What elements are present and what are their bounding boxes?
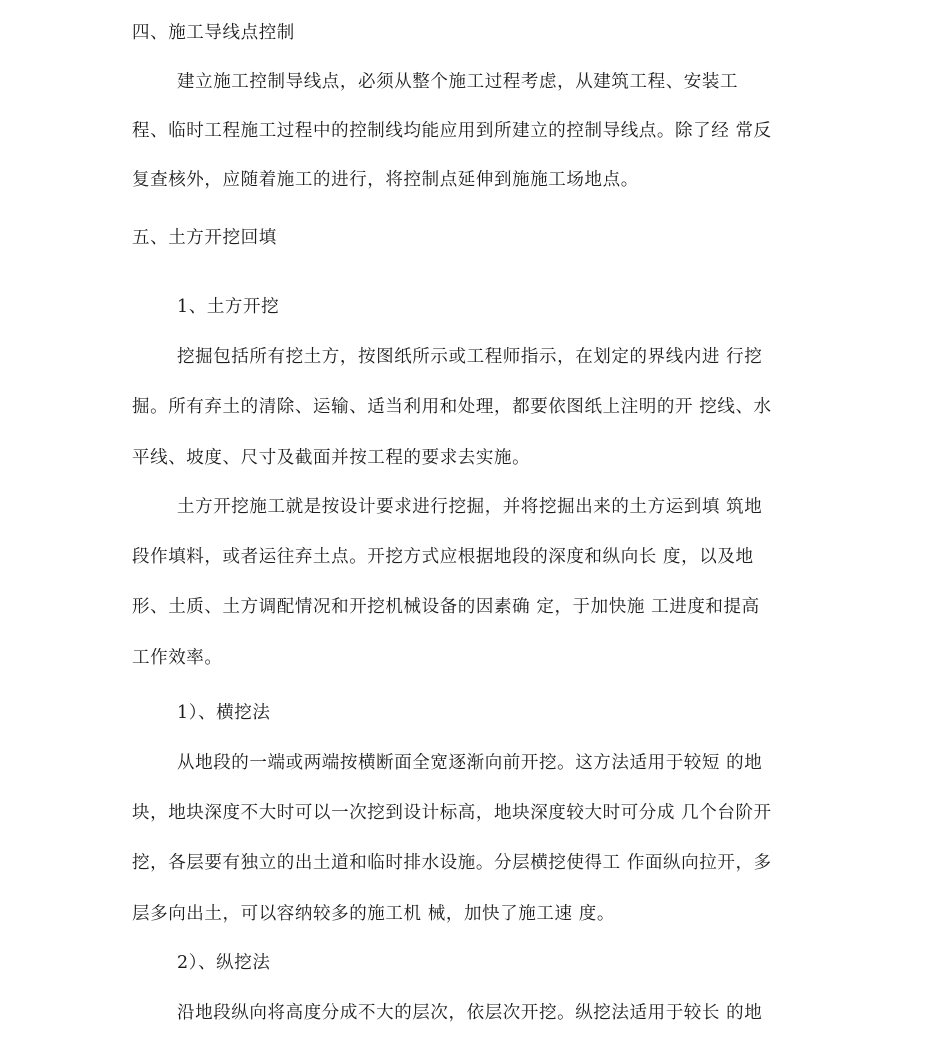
paragraph-1-line: 平线、坡度、尺寸及截面并按工程的要求去实施。	[132, 448, 531, 468]
section-4-heading: 四、施工导线点控制	[132, 23, 295, 43]
paragraph-2-line: 段作填料，或者运往弃土点。开挖方式应根据地段的深度和纵向长 度，以及地	[132, 547, 754, 567]
paragraph-2-line: 土方开挖施工就是按设计要求进行挖掘，并将挖掘出来的土方运到填 筑地	[177, 497, 763, 517]
paragraph-2-line: 形、土质、土方调配情况和开挖机械设备的因素确 定，于加快施 工进度和提高	[132, 597, 760, 617]
section-5-heading: 五、土方开挖回填	[132, 228, 277, 248]
method-1-line: 层多向出土，可以容纳较多的施工机 械，加快了施工速 度。	[132, 904, 615, 924]
section-4-text-line: 复查核外，应随着施工的进行，将控制点延伸到施施工场地点。	[132, 170, 639, 190]
paragraph-1-line: 掘。所有弃土的清除、运输、适当利用和处理，都要依图纸上注明的开 挖线、水	[132, 397, 772, 417]
method-2-line: 沿地段纵向将高度分成不大的层次，依层次开挖。纵挖法适用于较长 的地	[177, 1003, 763, 1023]
subsection-heading: 1、土方开挖	[177, 297, 280, 317]
method-2-title: 2）、纵挖法	[177, 953, 271, 973]
method-1-line: 块，地块深度不大时可以一次挖到设计标高，地块深度较大时可分成 几个台阶开	[132, 803, 772, 823]
paragraph-2-line: 工作效率。	[132, 648, 223, 668]
method-1-title: 1）、横挖法	[177, 703, 271, 723]
section-4-text-line: 程、临时工程施工过程中的控制线均能应用到所建立的控制导线点。除了经 常反	[132, 121, 772, 141]
paragraph-1-line: 挖掘包括所有挖土方，按图纸所示或工程师指示，在划定的界线内进 行挖	[177, 347, 763, 367]
method-1-line: 从地段的一端或两端按横断面全宽逐渐向前开挖。这方法适用于较短 的地	[177, 753, 763, 773]
section-4-text-line: 建立施工控制导线点，必须从整个施工过程考虑，从建筑工程、安装工	[177, 72, 739, 92]
method-1-line: 挖，各层要有独立的出土道和临时排水设施。分层横挖使得工 作面纵向拉开，多	[132, 853, 772, 873]
